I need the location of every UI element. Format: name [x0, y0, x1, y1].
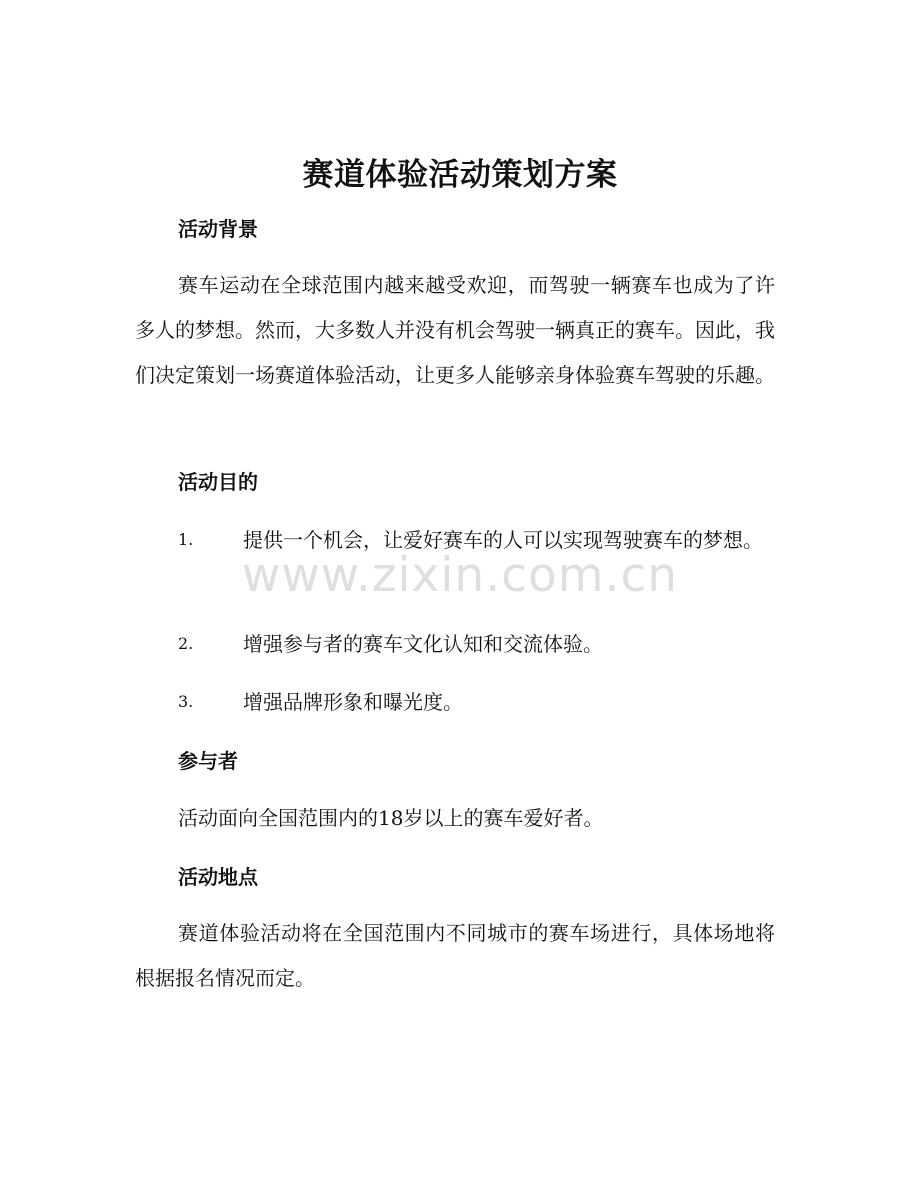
section-body-location: 赛道体验活动将在全国范围内不同城市的赛车场进行，具体场地将根据报名情况而定。 [135, 921, 775, 990]
watermark: www.zixin.com.cn [241, 548, 679, 603]
list-item-number: 3. [178, 692, 194, 711]
list-item-text: 提供一个机会，让爱好赛车的人可以实现驾驶赛车的梦想。 [243, 528, 763, 552]
section-heading-location: 活动地点 [178, 865, 258, 889]
section-body-background: 赛车运动在全球范围内越来越受欢迎，而驾驶一辆赛车也成为了许多人的梦想。然而，大多数人并没有机会驾驶一辆真正的赛车。因此，我们决定策划一场赛道体验活动，让更多人能够亲身体验赛车驾驶的乐趣。 [135, 273, 775, 387]
list-item [135, 622, 775, 666]
section-body-participants: 活动面向全国范围内的18岁以上的赛车爱好者。 [178, 806, 604, 830]
document-title: 赛道体验活动策划方案 [302, 157, 618, 193]
list-item-text: 增强参与者的赛车文化认知和交流体验。 [243, 632, 603, 656]
list-item-text: 增强品牌形象和曝光度。 [243, 690, 463, 714]
list-item-number: 1. [178, 530, 194, 549]
list-item-number: 2. [178, 634, 194, 653]
section-heading-goals: 活动目的 [178, 470, 258, 494]
section-heading-participants: 参与者 [178, 749, 238, 773]
section-heading-background: 活动背景 [178, 217, 258, 241]
list-item [135, 680, 775, 724]
